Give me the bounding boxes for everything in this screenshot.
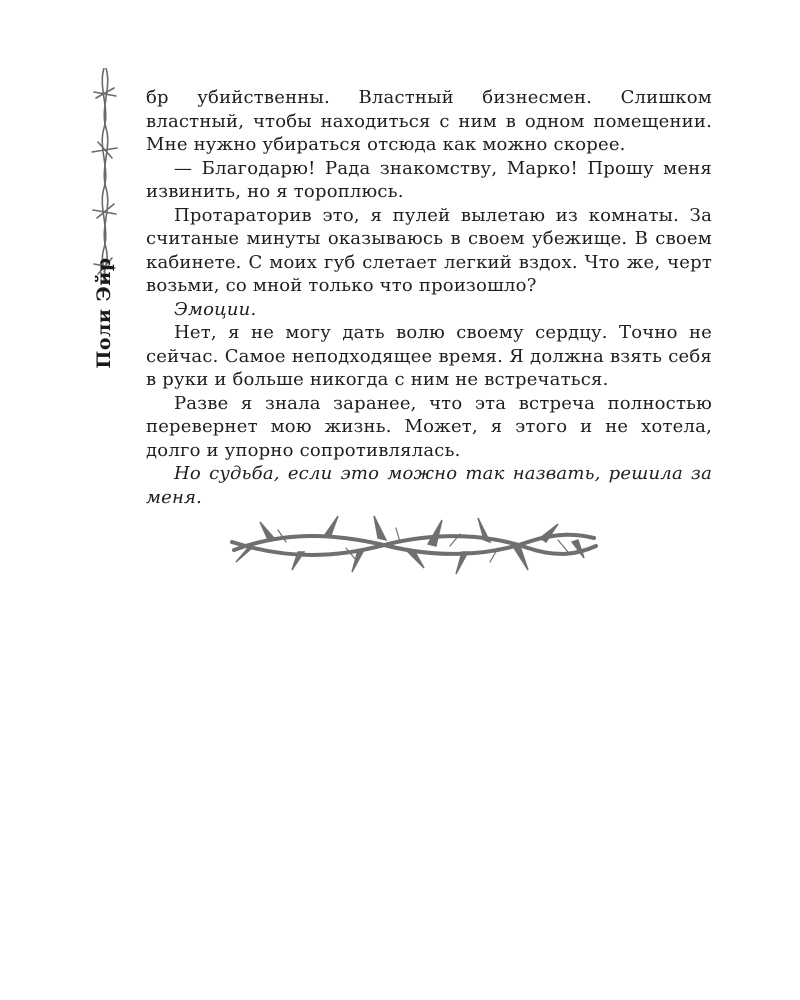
thorn-divider <box>228 512 600 580</box>
paragraph: Протараторив это, я пулей вылетаю из комнаты. За считаные минуты оказываюсь в своем убежище. В своем кабинете. С моих губ слетает легкий вздох. Что же, черт возьми, со мной только что произошло? <box>146 204 712 296</box>
thorn-branch-icon <box>228 512 600 576</box>
paragraph: Разве я знала заранее, что эта встреча полностью перевернет мою жизнь. Может, я этого и не хотела, долго и упорно сопротивлялась. <box>146 392 712 461</box>
paragraph: — Благодарю! Рада знакомству, Марко! Прошу меня извинить, но я тороплюсь. <box>146 157 712 202</box>
paragraph: Но судьба, если это можно так назвать, решила за меня. <box>146 463 712 508</box>
paragraph: Нет, я не могу дать волю своему сердцу. Точно не сейчас. Самое неподходящее время. Я должна взять себя в руки и больше никогда с ним не встречаться. <box>146 322 712 390</box>
page-body <box>146 86 712 509</box>
paragraph: Эмоции. <box>174 298 257 320</box>
author-name: Поли Эйр <box>93 257 115 369</box>
paragraph: бр убийственны. Властный бизнесмен. Слишком властный, чтобы находиться с ним в одном помещении. Мне нужно убираться отсюда как можно скорее. <box>146 87 712 155</box>
